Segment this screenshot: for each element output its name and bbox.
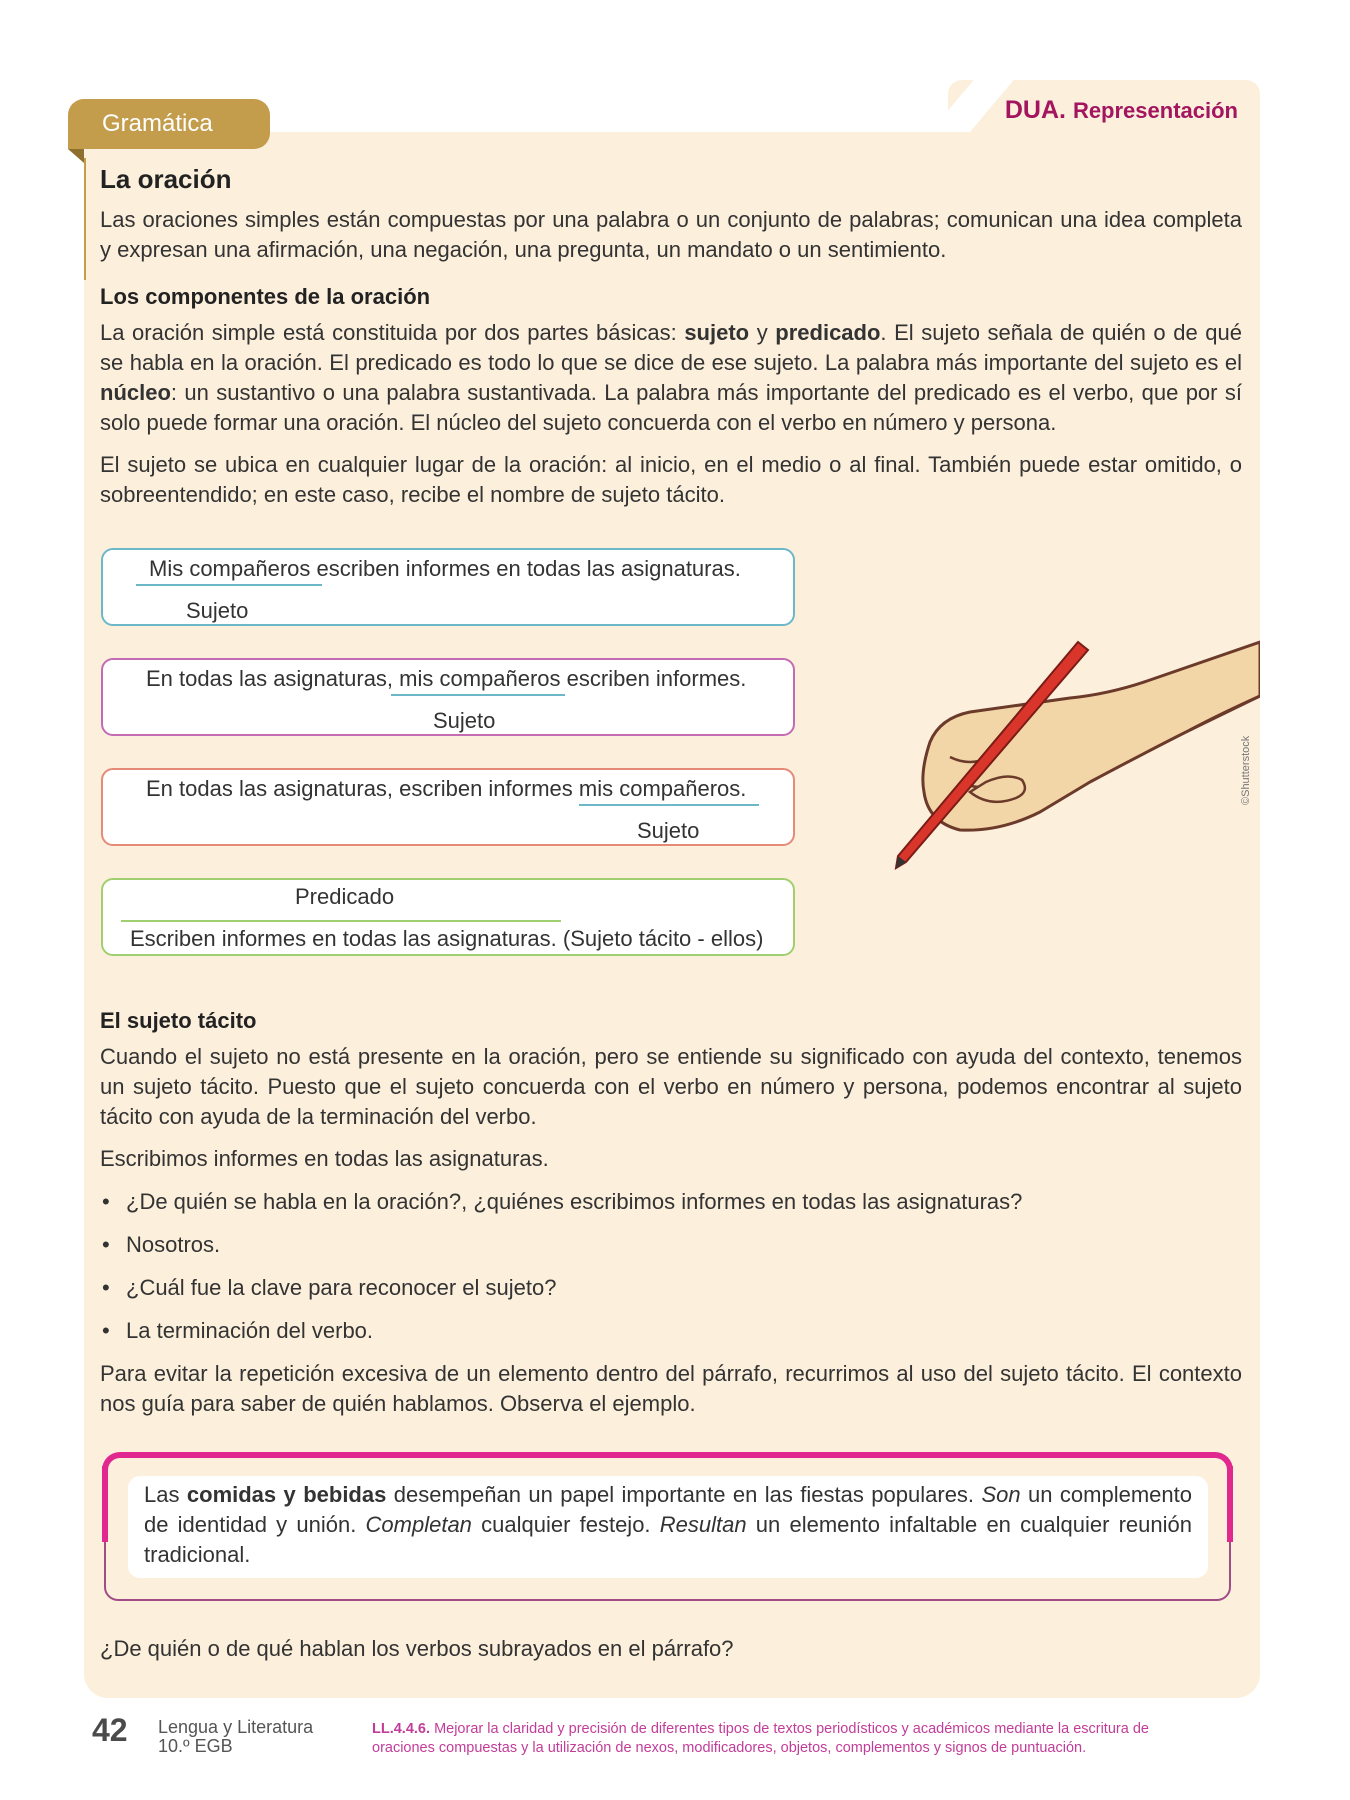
footer-grade: 10.º EGB: [158, 1736, 233, 1756]
intro-vertical-rule: [84, 158, 86, 280]
dua-label-sub: Representación: [1072, 98, 1238, 123]
list-item: • La terminación del verbo.: [100, 1316, 1242, 1346]
italic-verb: Son: [981, 1482, 1021, 1507]
tacit-title: El sujeto tácito: [100, 1008, 257, 1033]
example-label: Sujeto: [186, 598, 249, 623]
question-section: [100, 1634, 1242, 1664]
subject-underline: [136, 584, 322, 586]
text-run: desempeñan un papel importante en las fiestas populares.: [386, 1482, 982, 1507]
example-sentence: En todas las asignaturas, mis compañeros escriben informes.: [146, 666, 747, 691]
criterion-text: Mejorar la claridad y precisión de diferentes tipos de textos periodísticos y académicos mediante la escritura de oraciones compuestas y la utilización de nexos, modificadores, objetos, complementos y signos de puntuación.: [372, 1721, 1149, 1756]
example-box-2: [101, 658, 795, 736]
section-tag-label: Gramática: [68, 99, 270, 149]
hand-pencil-illustration: [890, 632, 1260, 882]
components-title: Los componentes de la oración: [100, 284, 431, 309]
subject-underline: [391, 694, 565, 696]
dua-label-main: DUA.: [1004, 96, 1066, 124]
footer-subject-name: Lengua y Literatura: [158, 1717, 314, 1737]
example-highlight-text: [128, 1476, 1208, 1578]
tacit-section: [100, 1008, 1242, 1419]
italic-verb: Resultan: [659, 1512, 747, 1537]
example-box-4: [101, 878, 795, 956]
components-paragraph-1: [100, 318, 1242, 438]
criterion-code: LL.4.4.6.: [372, 1721, 431, 1737]
list-item: • ¿De quién se habla en la oración?, ¿quiénes escribimos informes en todas las asignaturas?: [100, 1187, 1242, 1217]
example-label: Sujeto: [433, 708, 496, 733]
image-credit: ©Shutterstock: [1240, 735, 1252, 805]
predicate-line: [121, 920, 561, 922]
example-box-1: [101, 548, 795, 626]
list-item: • Nosotros.: [100, 1230, 1242, 1260]
dua-label: [1005, 96, 1238, 125]
example-highlight-left-bar: [102, 1466, 108, 1542]
bold-predicado: predicado: [775, 320, 881, 345]
example-label: Sujeto: [637, 818, 700, 843]
italic-verb: Completan: [365, 1512, 472, 1537]
components-section: [100, 284, 1242, 510]
example-highlight-right-bar: [1227, 1466, 1233, 1542]
text-run: La oración simple está constituida por dos partes básicas:: [100, 320, 685, 345]
subject-underline: [579, 804, 759, 806]
intro-text: Las oraciones simples están compuestas por una palabra o un conjunto de palabras; comunican una idea completa y expresan una afirmación, una negación, una pregunta, un mandato o un sentimiento.: [100, 207, 1242, 262]
intro-title: La oración: [100, 164, 232, 194]
tacit-example: Escribimos informes en todas las asignaturas.: [100, 1146, 549, 1171]
example-sentence: Mis compañeros escriben informes en todas las asignaturas.: [149, 556, 741, 581]
section-tag-fold: [68, 149, 84, 163]
bold-sujeto: sujeto: [684, 320, 750, 345]
text-run: . El sujeto señala de quién o de qué se habla en la oración. El predicado es todo lo que se dice de ese sujeto. La palabra más importante del sujeto es el: [100, 320, 1242, 375]
closing-question: ¿De quién o de qué hablan los verbos subrayados en el párrafo?: [100, 1636, 734, 1661]
components-paragraph-2: El sujeto se ubica en cualquier lugar de la oración: al inicio, en el medio o al final. También puede estar omitido, o sobreentendido; en este caso, recibe el nombre de sujeto tácito.: [100, 452, 1242, 507]
footer-criterion: [372, 1720, 1192, 1758]
text-run: : un sustantivo o una palabra sustantivada. La palabra más importante del predicado es el verbo, que por sí solo puede formar una oración. El núcleo del sujeto concuerda con el verbo en número y persona.: [100, 380, 1242, 435]
text-run: un elemento infaltable en cualquier reunión tradicional.: [144, 1512, 1192, 1567]
intro-section: [100, 164, 1242, 265]
list-item: • ¿Cuál fue la clave para reconocer el sujeto?: [100, 1273, 1242, 1303]
example-box-3: [101, 768, 795, 846]
text-run: cualquier festejo.: [471, 1512, 660, 1537]
bold-nucleo: núcleo: [100, 380, 171, 405]
example-sentence: En todas las asignaturas, escriben informes mis compañeros.: [146, 776, 747, 801]
example-label: Predicado: [295, 884, 395, 909]
footer-subject: [158, 1718, 313, 1756]
page-number: 42: [92, 1712, 128, 1748]
text-run: un complemento de identidad y unión.: [144, 1482, 1192, 1537]
bold-run: comidas y bebidas: [186, 1482, 387, 1507]
text-run: y: [749, 320, 776, 345]
tacit-bullet-list: [100, 1187, 1242, 1346]
tacit-paragraph-1: Cuando el sujeto no está presente en la oración, pero se entiende su significado con ayuda del contexto, tenemos un sujeto tácito. Puesto que el sujeto concuerda con el verbo en número y persona, podemos encontrar al sujeto tácito con ayuda de la terminación del verbo.: [100, 1044, 1242, 1129]
text-run: Las: [144, 1482, 187, 1507]
example-sentence: Escriben informes en todas las asignaturas. (Sujeto tácito - ellos): [130, 926, 764, 951]
example-highlight-top-bar: [102, 1452, 1233, 1472]
tacit-paragraph-2: Para evitar la repetición excesiva de un elemento dentro del párrafo, recurrimos al uso del sujeto tácito. El contexto nos guía para saber de quién hablamos. Observa el ejemplo.: [100, 1361, 1242, 1416]
